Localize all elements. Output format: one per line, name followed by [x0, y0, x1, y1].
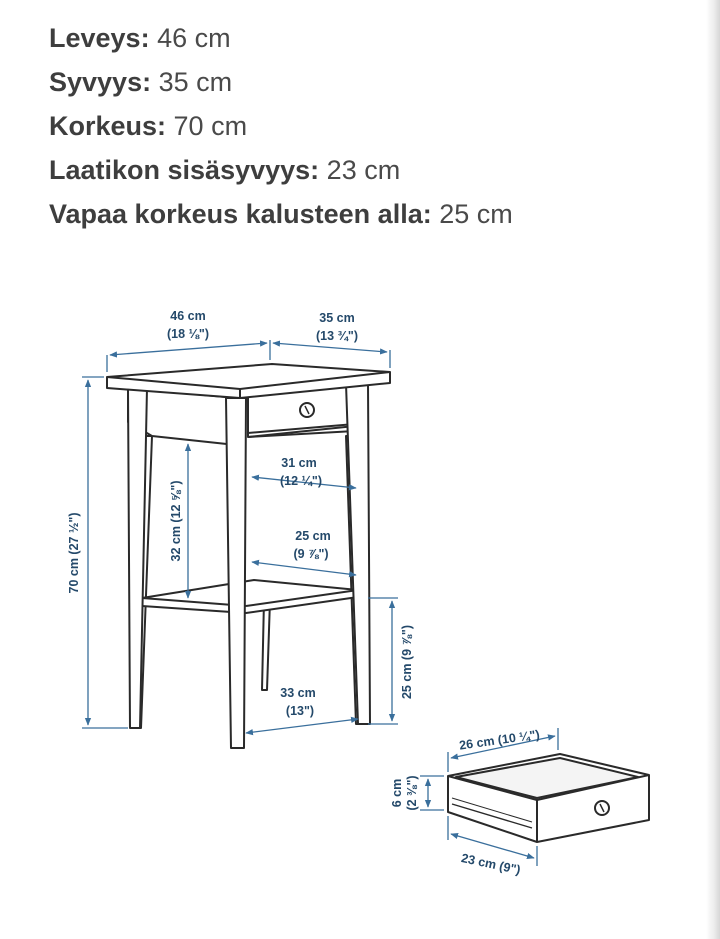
inner-depth-shelf-cm: 25 cm [295, 529, 331, 543]
width-label-cm: 46 cm [170, 309, 206, 323]
spec-value: 35 cm [151, 67, 233, 97]
inner-depth-top-inch: (12 ¼") [279, 474, 323, 488]
drawer-depth-label: 23 cm (9") [459, 850, 522, 878]
depth-label-inch: (13 ¾") [315, 329, 359, 343]
lower-shelf [142, 580, 358, 613]
spec-label: Syvyys: [49, 67, 152, 97]
spec-value: 70 cm [166, 111, 248, 141]
drawer-drawing [448, 754, 649, 842]
spec-value: 23 cm [319, 155, 401, 185]
depth-label-cm: 35 cm [319, 311, 355, 325]
spec-value: 25 cm [431, 199, 513, 229]
nightstand-drawing [107, 364, 390, 748]
drawer-width-label: 26 cm (10 ¼") [458, 727, 541, 753]
back-inner-leg [262, 600, 270, 690]
bottom-depth-inch: (13") [285, 704, 315, 718]
drawer-gap-label: 32 cm (12 ⅝") [169, 480, 183, 562]
drawer-height-cm: 6 cm [390, 778, 404, 808]
width-label-inch: (18 ⅛") [166, 327, 210, 341]
drawer-knob-icon [595, 801, 609, 815]
spec-label: Korkeus: [49, 111, 167, 141]
front-left-leg [226, 398, 246, 748]
spec-label: Leveys: [49, 23, 150, 53]
clearance-label: 25 cm (9 ⅞") [400, 624, 414, 700]
knob-icon [300, 403, 314, 417]
side-left-leg [128, 388, 147, 728]
height-label: 70 cm (27 ½") [67, 512, 81, 594]
spec-value: 46 cm [149, 23, 231, 53]
inner-depth-top-cm: 31 cm [281, 456, 317, 470]
spec-label: Laatikon sisäsyvyys: [49, 155, 320, 185]
inner-depth-shelf-inch: (9 ⅞") [293, 547, 329, 561]
bottom-depth-cm: 33 cm [280, 686, 316, 700]
scroll-edge-shadow [706, 0, 720, 939]
drawer-height-inch: (2 ⅜") [405, 775, 419, 811]
spec-label: Vapaa korkeus kalusteen alla: [49, 199, 432, 229]
